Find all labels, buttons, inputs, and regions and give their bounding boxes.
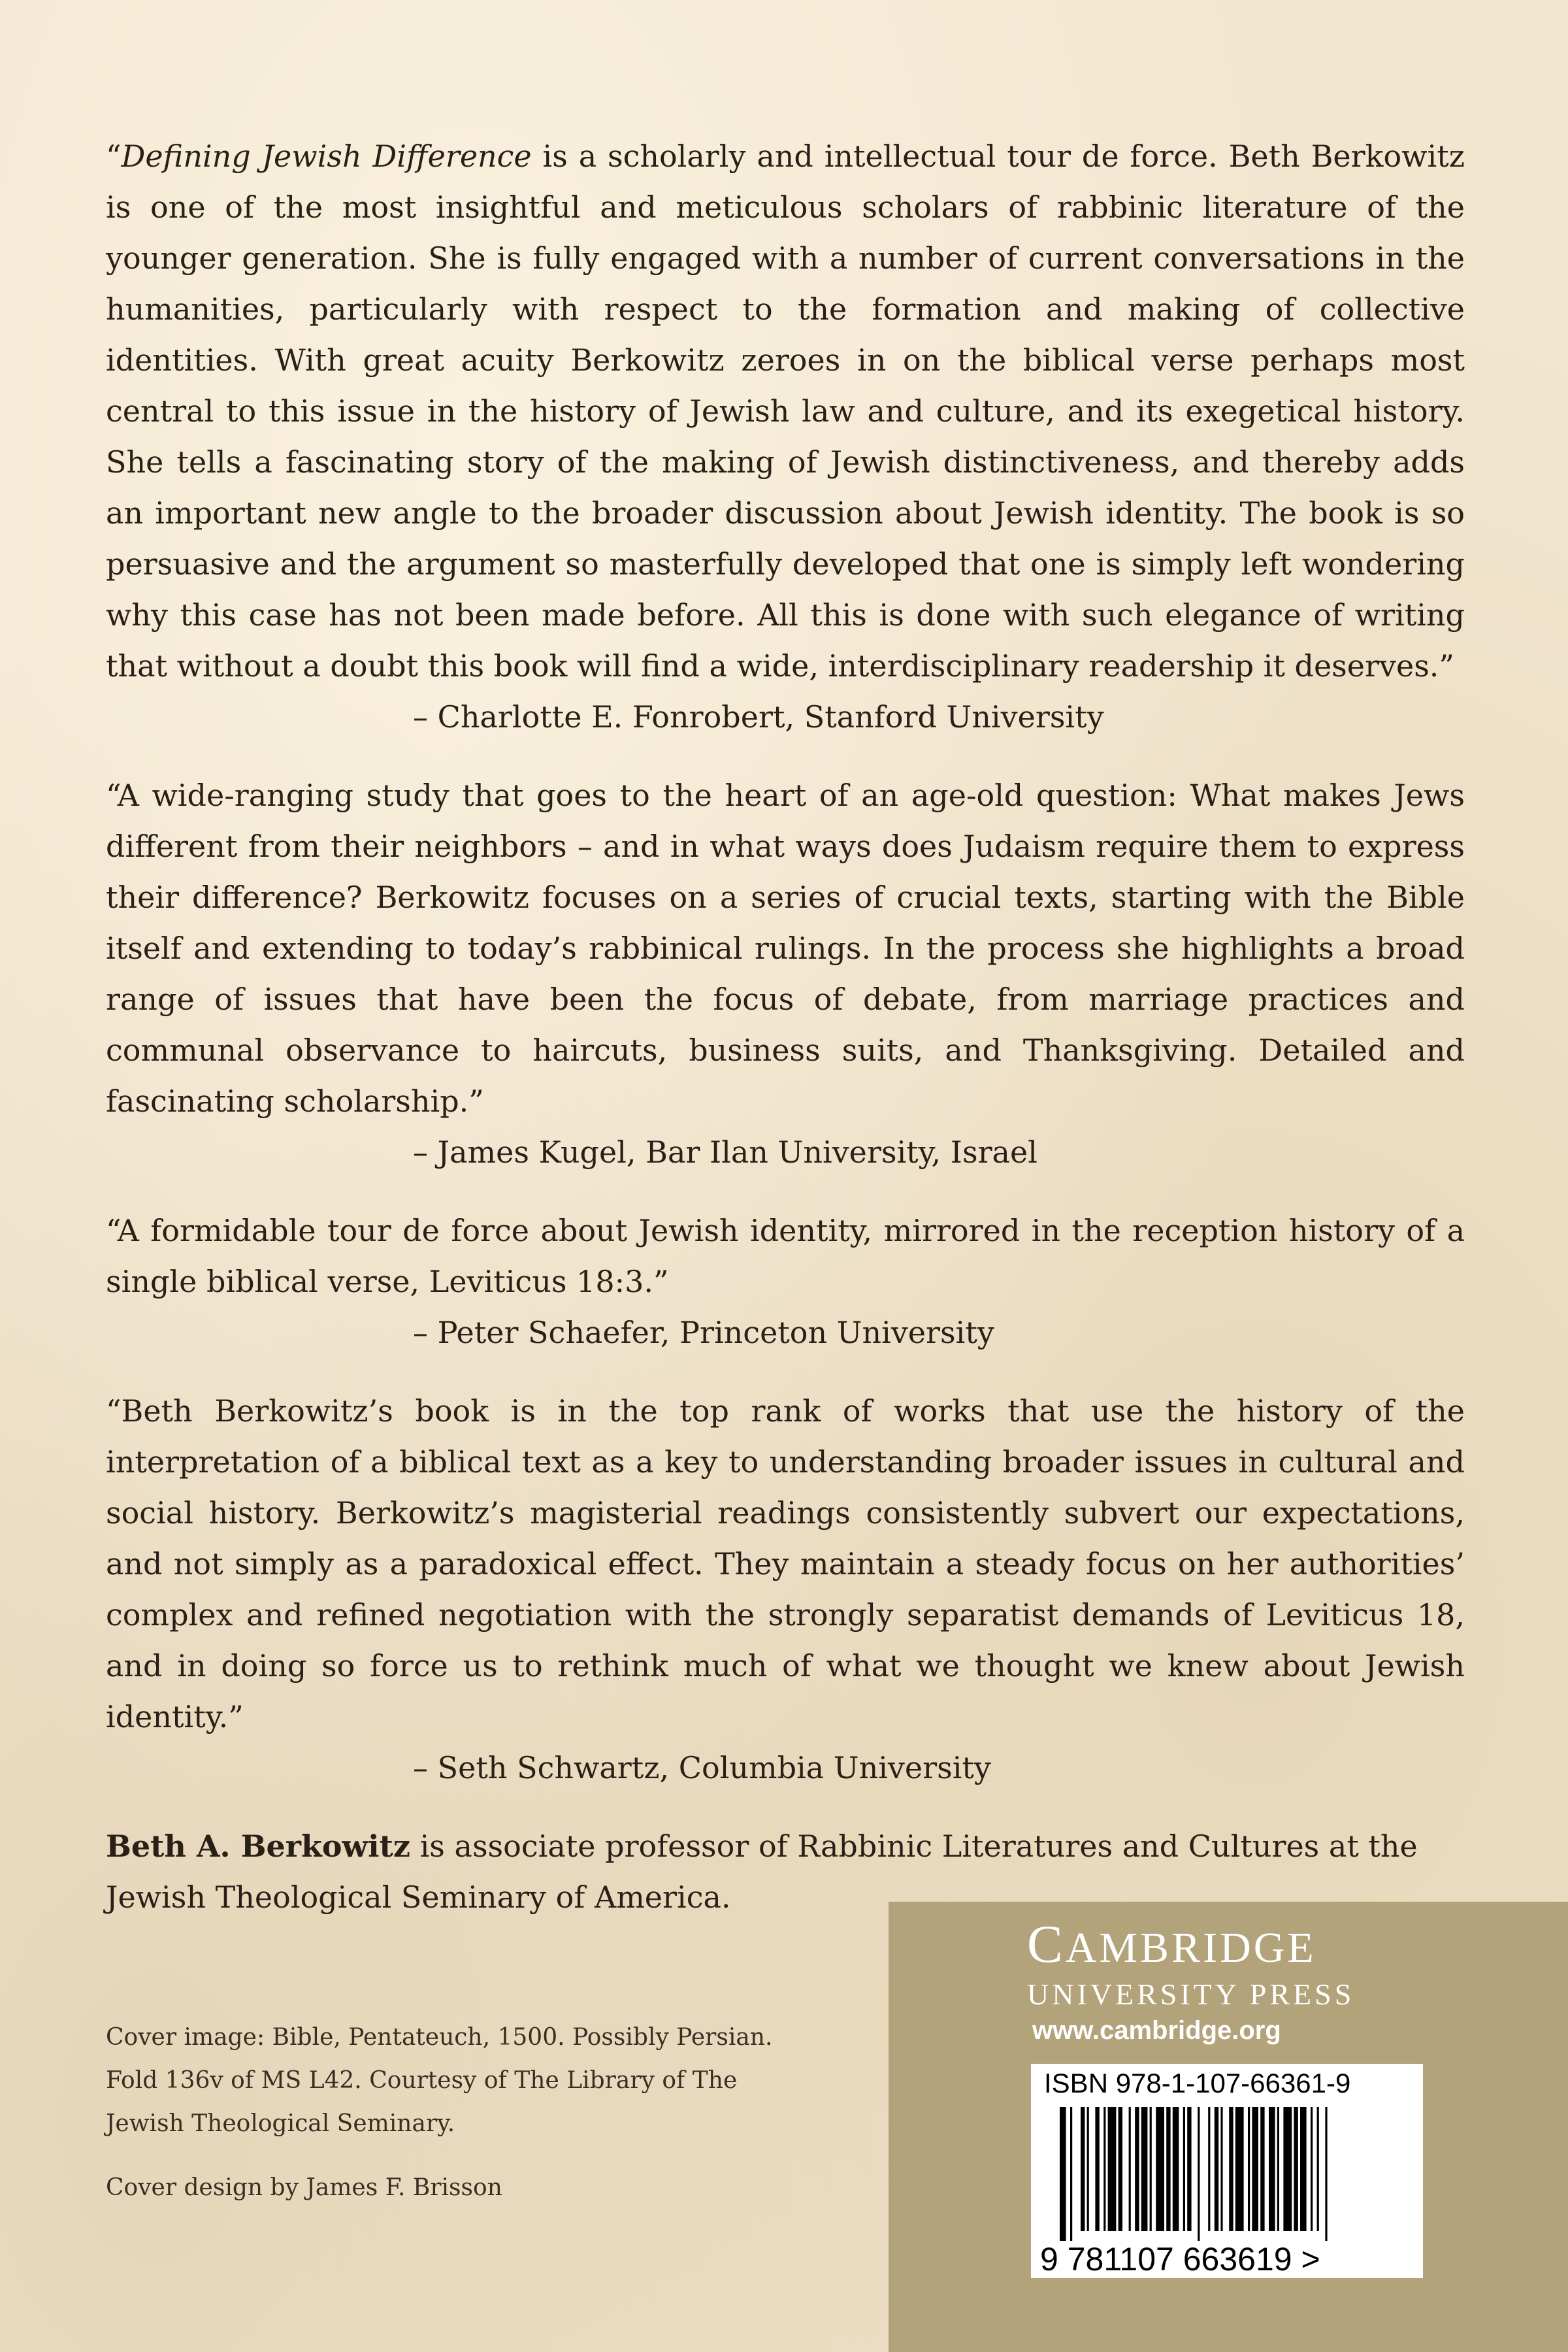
cover-image-credit: Cover image: Bible, Pentateuch, 1500. Possibly Persian. Fold 136v of MS L42. Courtesy of The Library of The Jewish Theological Seminary. [106,2024,773,2137]
barcode-bar [1070,2107,1072,2241]
blurb-attribution: – Seth Schwartz, Columbia University [413,1750,991,1785]
author-bio-text: is associate professor of Rabbinic Literatures and Cultures at the Jewish Theological Seminary of America. [106,1829,1418,1915]
barcode-bar [1198,2107,1200,2241]
blurb-attribution: – Peter Schaefer, Princeton University [413,1315,994,1350]
barcode-bar [1260,2107,1264,2231]
barcode-bar [1317,2107,1319,2231]
barcode-bar [1252,2107,1258,2231]
blurb-text-rest: is a scholarly and intellectual tour de force. Beth Berkowitz is one of the most insightful and meticulous scholars of rabbinic literature of the younger generation. She is fully engaged with a number of current conversations in the humanities, particularly with respect to the formation and making of collective identities. With great acuity Berkowitz zeroes in on the biblical verse perhaps most central to this issue in the history of Jewish law and culture, and its exegetical history. She tells a fascinating story of the making of Jewish distinctiveness, and thereby adds an important new angle to the broader discussion about Jewish identity. The book is so persuasive and the argument so masterfully developed that one is simply left wondering why this case has not been made before. All this is done with such elegance of writing that without a doubt this book will find a wide, interdisciplinary readership it deserves.” [106,139,1465,684]
barcode-bar [1208,2107,1210,2231]
blurb-text: “A formidable tour de force about Jewish identity, mirrored in the reception history of a single biblical verse, Leviticus 18:3.” [106,1213,1465,1299]
cover-design-credit: Cover design by James F. Brisson [106,2174,502,2201]
publisher-name-cap: C [1027,1914,1066,1974]
barcode-bar [1300,2107,1307,2231]
publisher-logo [1027,1915,1458,2012]
barcode-bar [1156,2107,1164,2231]
publisher-panel [889,1902,1568,2352]
blurb-schaefer [106,1205,1465,1358]
barcode-digits: 9 781107 663619 > [1040,2241,1320,2277]
publisher-url: www.cambridge.org [1032,2016,1281,2045]
barcode-bar [1173,2107,1179,2231]
isbn-barcode [1031,2064,1423,2278]
author-name: Beth A. Berkowitz [106,1829,410,1864]
back-cover-text [106,131,1465,1923]
blurb-fonrobert [106,131,1465,742]
barcode-bar [1294,2107,1298,2231]
blurb-schwartz [106,1385,1465,1793]
barcode-bar [1141,2107,1148,2231]
blurb-text: “Beth Berkowitz’s book is in the top rank of works that use the history of the interpretation of a biblical text as a key to understanding broader issues in cultural and social history. Berkowitz’s magisterial readings consistently subvert our expectations, and not simply as a paradoxical effect. They maintain a steady focus on her authorities’ complex and refined negotiation with the strongly separatist demands of Leviticus 18, and in doing so force us to rethink much of what we thought we knew about Jewish identity.” [106,1393,1465,1734]
blurb-attribution: – Charlotte E. Fonrobert, Stanford University [413,699,1104,735]
publisher-name [1027,1915,1458,1978]
barcode-bar [1103,2107,1105,2231]
isbn-label: ISBN 978-1-107-66361-9 [1044,2068,1351,2098]
barcode-bar [1277,2107,1279,2231]
barcode-bar [1187,2107,1191,2231]
barcode-bar [1215,2107,1218,2231]
barcode-bar [1060,2107,1066,2241]
barcode-bar [1166,2107,1170,2231]
barcode-bar [1235,2107,1244,2231]
barcode-bar [1081,2107,1085,2231]
barcode-bar [1095,2107,1099,2231]
barcode-bar [1325,2107,1327,2241]
publisher-subname: UNIVERSITY PRESS [1027,1978,1355,2011]
barcode-bar [1150,2107,1152,2231]
barcode-bar [1183,2107,1185,2231]
barcode-bar [1119,2107,1122,2231]
blurb-attribution: – James Kugel, Bar Ilan University, Israel [413,1135,1037,1170]
barcode-bar [1135,2107,1139,2231]
barcode-bar [1269,2107,1275,2231]
blurb-open-quote: “ [106,139,122,174]
cover-credits [106,2016,811,2230]
barcode-bar [1087,2107,1089,2231]
book-title-italic: Defining Jewish Difference [121,139,532,174]
barcode-bar [1220,2107,1222,2231]
blurb-kugel [106,770,1465,1178]
publisher-name-rest: AMBRIDGE [1065,1924,1316,1972]
blurb-text: “A wide-ranging study that goes to the heart of an age-old question: What makes Jews different from their neighbors – and in what ways does Judaism require them to express their difference? Berkowitz focuses on a series of crucial texts, starting with the Bible itself and extending to today’s rabbinical rulings. In the process she highlights a broad range of issues that have been the focus of debate, from marriage practices and communal observance to haircuts, business suits, and Thanksgiving. Detailed and fascinating scholarship.” [106,778,1465,1119]
barcode-bar [1129,2107,1131,2231]
barcode-bar [1283,2107,1292,2231]
blurb-text [106,131,1465,691]
barcode-bar [1229,2107,1233,2231]
barcode-icon [1031,2104,1423,2278]
barcode-bar [1311,2107,1313,2231]
barcode-bar [1108,2107,1117,2231]
barcode-bar [1248,2107,1250,2231]
